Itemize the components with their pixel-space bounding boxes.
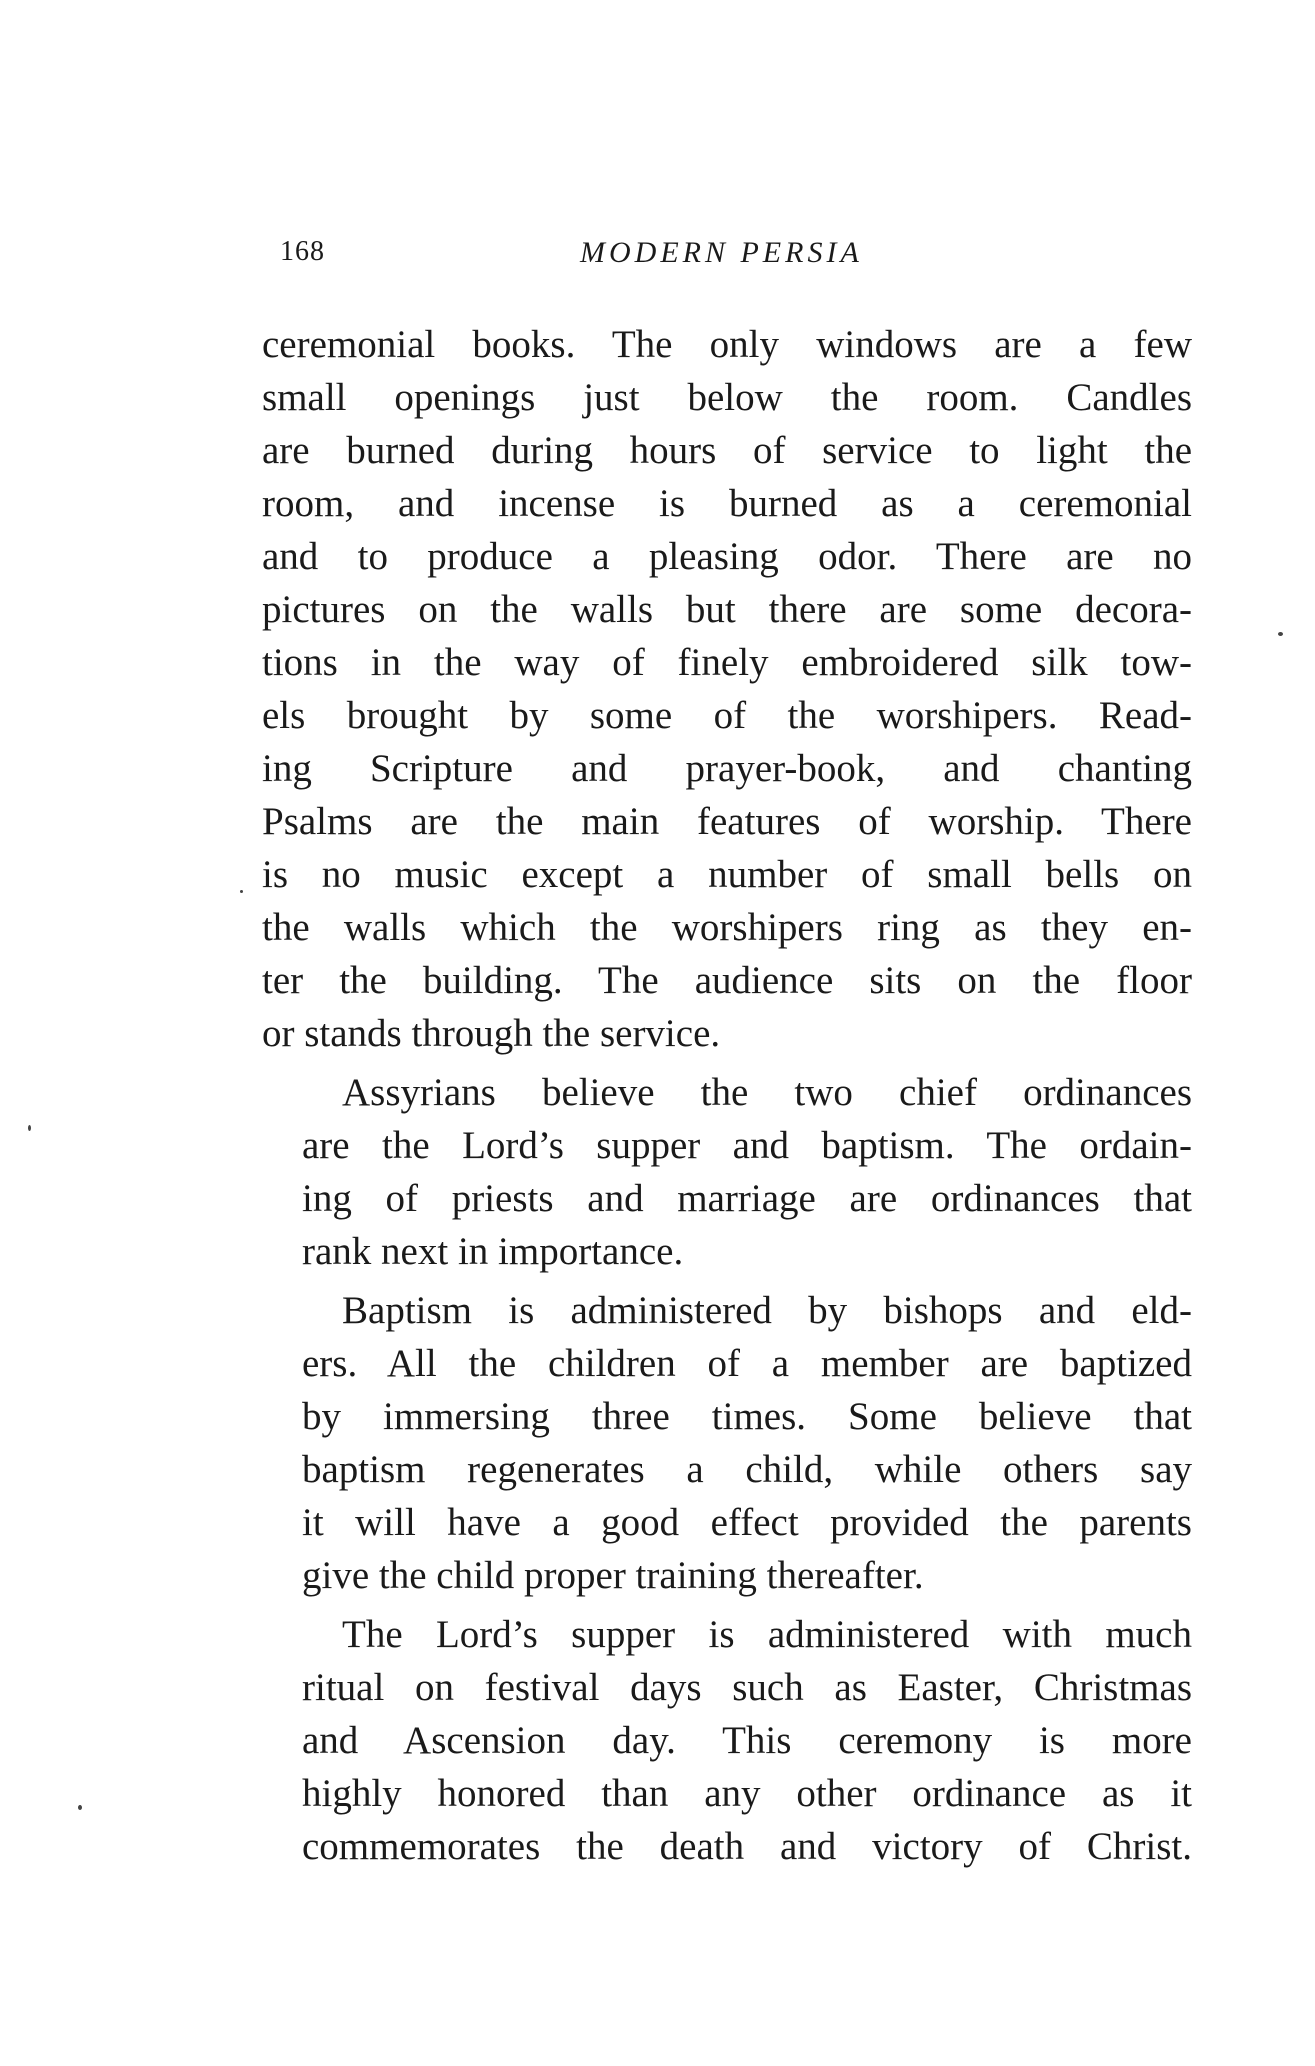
paragraph-baptism bbox=[262, 1284, 1192, 1602]
text-line: or stands through the service. bbox=[262, 1012, 721, 1055]
text-line: commemorates the death and victory of Christ. bbox=[302, 1825, 1192, 1868]
text-line: baptism regenerates a child, while others say bbox=[302, 1448, 1192, 1491]
page-number: 168 bbox=[280, 236, 325, 267]
text-line: room, and incense is burned as a ceremonial bbox=[262, 482, 1192, 525]
text-line: ter the building. The audience sits on the floor bbox=[262, 959, 1192, 1002]
paragraph-windows-and-worship bbox=[262, 318, 1192, 1060]
text-line: Assyrians believe the two chief ordinances bbox=[342, 1071, 1192, 1114]
text-line: els brought by some of the worshipers. Read- bbox=[262, 694, 1192, 737]
paragraph-ordinances bbox=[262, 1066, 1192, 1278]
text-line: and Ascension day. This ceremony is more bbox=[302, 1719, 1192, 1762]
text-line: is no music except a number of small bells on bbox=[262, 853, 1192, 896]
text-line: rank next in importance. bbox=[302, 1230, 684, 1273]
text-line: ing Scripture and prayer-book, and chanting bbox=[262, 747, 1192, 790]
text-line: are burned during hours of service to light the bbox=[262, 429, 1192, 472]
paper-speck bbox=[1278, 632, 1283, 636]
text-line: give the child proper training thereafter. bbox=[302, 1554, 924, 1597]
text-line: ceremonial books. The only windows are a few bbox=[262, 323, 1192, 366]
text-line: pictures on the walls but there are some decora- bbox=[262, 588, 1192, 631]
text-line: are the Lord’s supper and baptism. The ordain- bbox=[302, 1124, 1192, 1167]
text-line: Baptism is administered by bishops and eld- bbox=[342, 1289, 1192, 1332]
paragraph-lords-supper bbox=[262, 1608, 1192, 1873]
text-line: Psalms are the main features of worship. There bbox=[262, 800, 1192, 843]
text-line: and to produce a pleasing odor. There are no bbox=[262, 535, 1192, 578]
paper-speck bbox=[28, 1125, 31, 1131]
body-text bbox=[262, 318, 1192, 1879]
text-line: highly honored than any other ordinance as it bbox=[302, 1772, 1192, 1815]
text-line: ers. All the children of a member are baptized bbox=[302, 1342, 1192, 1385]
text-line: ritual on festival days such as Easter, Christmas bbox=[302, 1666, 1192, 1709]
text-line: small openings just below the room. Candles bbox=[262, 376, 1192, 419]
text-line: by immersing three times. Some believe that bbox=[302, 1395, 1192, 1438]
paper-speck bbox=[78, 1805, 82, 1810]
text-line: tions in the way of finely embroidered silk tow- bbox=[262, 641, 1192, 684]
text-line: the walls which the worshipers ring as they en- bbox=[262, 906, 1192, 949]
text-line: ing of priests and marriage are ordinances that bbox=[302, 1177, 1192, 1220]
paper-speck bbox=[240, 890, 243, 893]
book-title: MODERN PERSIA bbox=[580, 236, 863, 269]
text-line: it will have a good effect provided the parents bbox=[302, 1501, 1192, 1544]
text-line: The Lord’s supper is administered with much bbox=[342, 1613, 1192, 1656]
running-head bbox=[280, 236, 1185, 276]
